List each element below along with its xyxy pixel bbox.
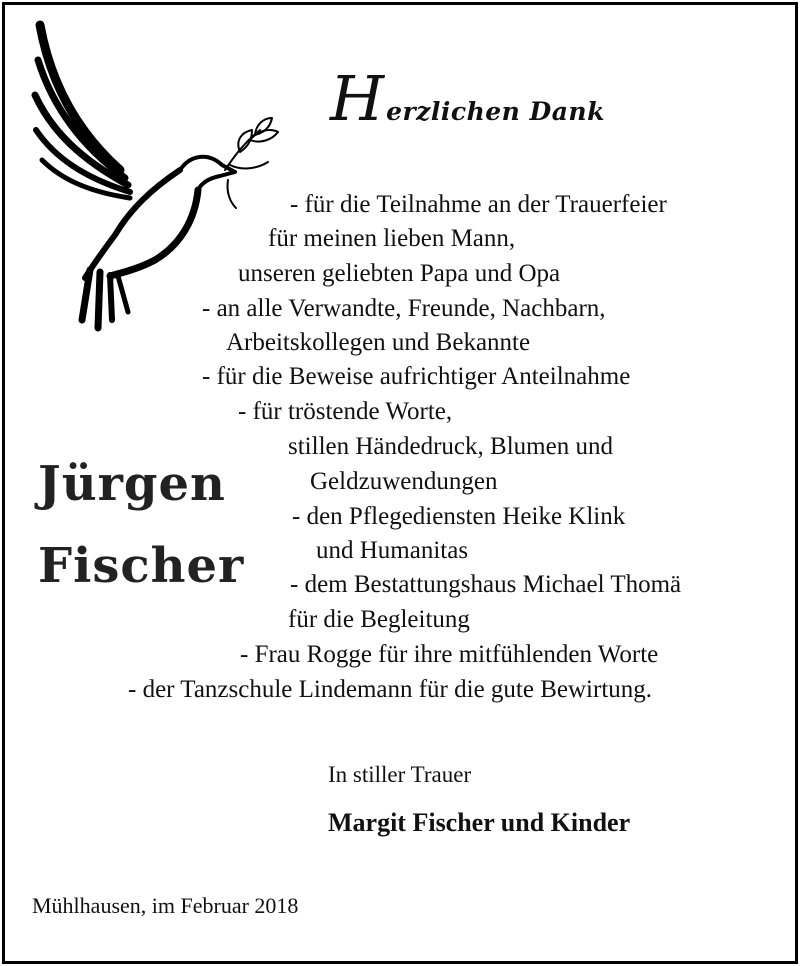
text-line: Arbeitskollegen und Bekannte [226, 329, 531, 356]
text-line: stillen Händedruck, Blumen und [288, 433, 613, 460]
text-line: - für tröstende Worte, [238, 398, 453, 425]
heading-rest: erzlichen Dank [386, 97, 605, 126]
deceased-last-name: Fischer [38, 538, 245, 594]
heading-title [330, 62, 605, 135]
signature-names: Margit Fischer und Kinder [328, 808, 631, 837]
text-line: - an alle Verwandte, Freunde, Nachbarn, [202, 295, 606, 322]
text-line: - Frau Rogge für ihre mitfühlenden Worte [240, 641, 659, 668]
text-line: - den Pflegediensten Heike Klink [292, 503, 626, 530]
text-line: Geldzuwendungen [310, 468, 498, 495]
text-line: für meinen lieben Mann, [268, 225, 516, 252]
signature-intro: In stiller Trauer [328, 762, 472, 787]
heading-initial: H [330, 62, 385, 135]
text-line: - der Tanzschule Lindemann für die gute Bewirtung. [128, 676, 653, 703]
text-line: - für die Beweise aufrichtiger Anteilnahme [202, 363, 631, 390]
dove-icon [30, 20, 290, 340]
text-line: für die Begleitung [288, 606, 470, 633]
text-line: und Humanitas [316, 537, 469, 564]
text-line: - dem Bestattungshaus Michael Thomä [290, 571, 682, 598]
text-line: unseren geliebten Papa und Opa [238, 260, 561, 287]
text-line: - für die Teilnahme an der Trauerfeier [290, 191, 667, 218]
place-date: Mühlhausen, im Februar 2018 [32, 893, 299, 918]
deceased-first-name: Jürgen [38, 456, 226, 512]
